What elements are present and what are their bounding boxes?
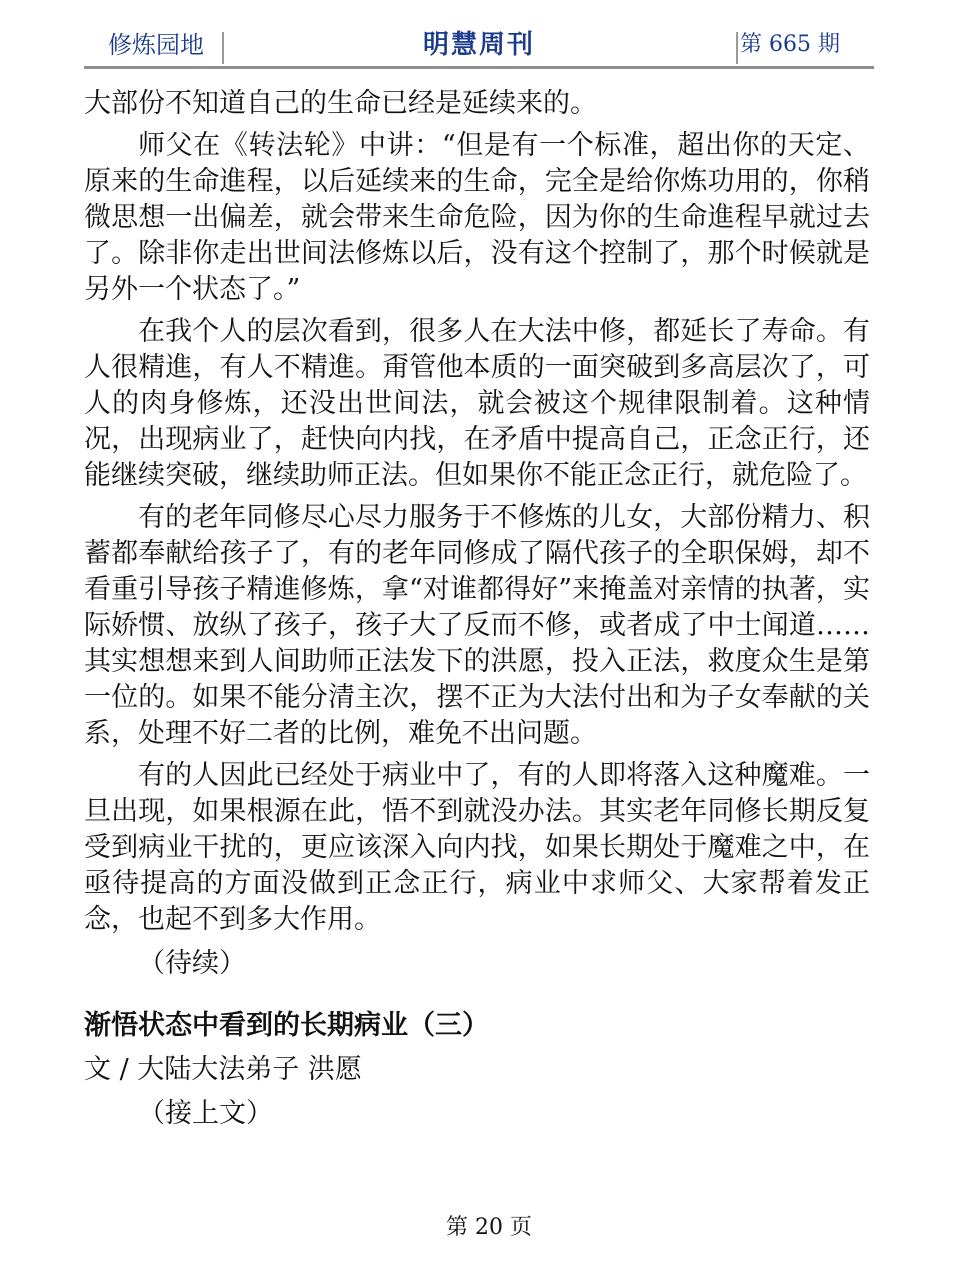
article-body [84,80,870,1132]
header-issue: 第 665 期 [740,32,840,57]
article2-author: 文 / 大陆大法弟子 洪愿 [84,1054,362,1085]
paragraph-2: 师父在《转法轮》中讲：“但是有一个标准，超出你的天定、原来的生命進程，以后延续来的生命，完全是给你炼功用的，你稍微思想一出偏差，就会带来生命危险，因为你的生命進程早就过去了。除非你走出世间法修炼以后，没有这个控制了，那个时候就是另外一个状态了。” [84,130,870,305]
header-rule [84,66,874,69]
page-header [84,26,874,68]
paragraph-5: 有的人因此已经处于病业中了，有的人即将落入这种魔难。一旦出现，如果根源在此，悟不到就没办法。其实老年同修长期反复受到病业干扰的，更应该深入向内找，如果长期处于魔难之中，在亟待提高的方面没做到正念正行，病业中求师父、大家帮着发正念，也起不到多大作用。 [84,760,870,935]
paragraph-1: 大部份不知道自己的生命已经是延续来的。 [84,88,597,119]
page-number: 第 20 页 [446,1215,532,1240]
to-be-continued: （待续） [138,948,246,979]
header-section: 修炼园地 [108,31,204,59]
continued-from: （接上文） [138,1098,273,1129]
paragraph-4: 有的老年同修尽心尽力服务于不修炼的儿女，大部份精力、积蓄都奉献给孩子了，有的老年同修成了隔代孩子的全职保姆，却不看重引导孩子精進修炼，拿“对谁都得好”来掩盖对亲情的执著，实际娇惯、放纵了孩子，孩子大了反而不修，或者成了中士闻道……其实想想来到人间助师正法发下的洪愿，投入正法，救度众生是第一位的。如果不能分清主次，摆不正为大法付出和为子女奉献的关系，处理不好二者的比例，难免不出问题。 [84,502,870,749]
paragraph-3: 在我个人的层次看到，很多人在大法中修，都延长了寿命。有人很精進，有人不精進。甭管他本质的一面突破到多高层次了，可人的肉身修炼，还没出世间法，就会被这个规律限制着。这种情况，出现病业了，赶快向内找，在矛盾中提高自己，正念正行，还能继续突破，继续助师正法。但如果你不能正念正行，就危险了。 [84,316,870,491]
header-divider-right [736,32,738,64]
header-title: 明慧周刊 [422,30,535,60]
article2-title: 渐悟状态中看到的长期病业（三） [84,1010,489,1041]
